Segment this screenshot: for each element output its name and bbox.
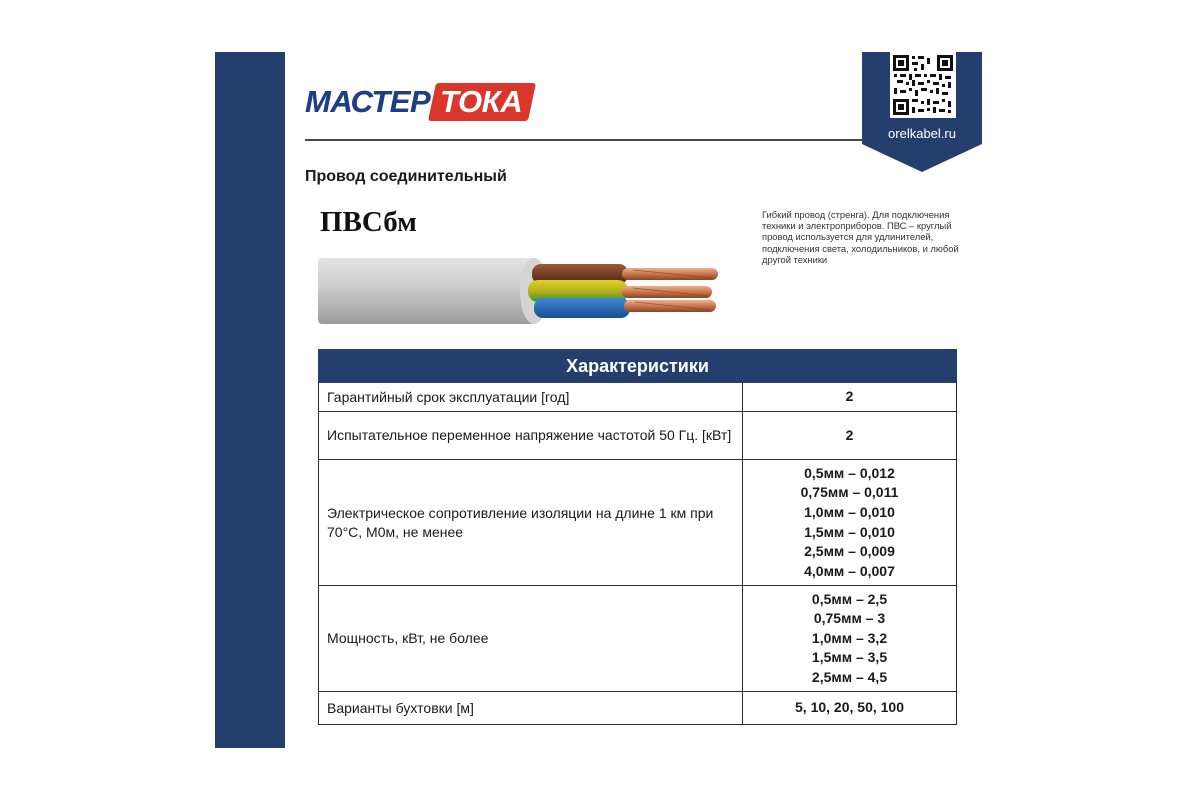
product-subtitle: Провод соединительный bbox=[305, 168, 507, 185]
row-label: Варианты бухтовки [м] bbox=[319, 692, 743, 725]
header-divider bbox=[305, 139, 863, 141]
spec-table bbox=[318, 349, 957, 725]
value-line: 2 bbox=[845, 388, 854, 405]
row-value bbox=[743, 692, 957, 725]
table-row bbox=[319, 586, 957, 692]
value-line: 0,75мм – 3 bbox=[813, 610, 886, 627]
table-row bbox=[319, 383, 957, 412]
table-row bbox=[319, 412, 957, 460]
value-line: 1,0мм – 3,2 bbox=[811, 629, 888, 646]
value-line: 2 bbox=[845, 426, 854, 443]
row-label: Гарантийный срок эксплуатации [год] bbox=[319, 383, 743, 412]
value-line: 0,75мм – 0,011 bbox=[800, 484, 899, 501]
table-row bbox=[319, 692, 957, 725]
qr-banner-shape bbox=[862, 52, 982, 172]
logo-text-toka-label: ТОКА bbox=[440, 84, 523, 119]
value-line: 2,5мм – 4,5 bbox=[811, 668, 888, 685]
value-line: 5, 10, 20, 50, 100 bbox=[795, 699, 904, 716]
table-row bbox=[319, 460, 957, 586]
brand-logo bbox=[305, 83, 532, 121]
table-header: Характеристики bbox=[319, 350, 957, 383]
logo-text-toka bbox=[428, 83, 536, 121]
product-description: Гибкий провод (стренга). Для подключения техники и электроприборов. ПВС – круглый провод используется для удлинителей, подключения света, холодильников, и любой другой техники bbox=[762, 209, 959, 265]
product-title: ПВСбм bbox=[320, 206, 417, 238]
value-line: 1,0мм – 0,010 bbox=[804, 503, 895, 520]
row-value bbox=[743, 460, 957, 586]
website-url[interactable]: orelkabel.ru bbox=[888, 126, 956, 141]
row-value bbox=[743, 586, 957, 692]
logo-text-master: МАСТЕР bbox=[305, 84, 431, 119]
row-value bbox=[743, 412, 957, 460]
value-line: 1,5мм – 0,010 bbox=[804, 523, 895, 540]
value-line: 0,5мм – 0,012 bbox=[804, 464, 895, 481]
row-value bbox=[743, 383, 957, 412]
row-label: Мощность, кВт, не более bbox=[319, 586, 743, 692]
qr-banner bbox=[862, 52, 982, 172]
row-label: Электрическое сопротивление изоляции на длине 1 км при 70°С, М0м, не менее bbox=[319, 460, 743, 586]
cable-image bbox=[318, 250, 723, 330]
left-sidebar-band bbox=[215, 52, 285, 748]
value-line: 2,5мм – 0,009 bbox=[804, 543, 895, 560]
value-line: 1,5мм – 3,5 bbox=[811, 649, 888, 666]
value-line: 4,0мм – 0,007 bbox=[804, 562, 895, 579]
value-line: 0,5мм – 2,5 bbox=[811, 590, 888, 607]
row-label: Испытательное переменное напряжение частотой 50 Гц. [кВт] bbox=[319, 412, 743, 460]
